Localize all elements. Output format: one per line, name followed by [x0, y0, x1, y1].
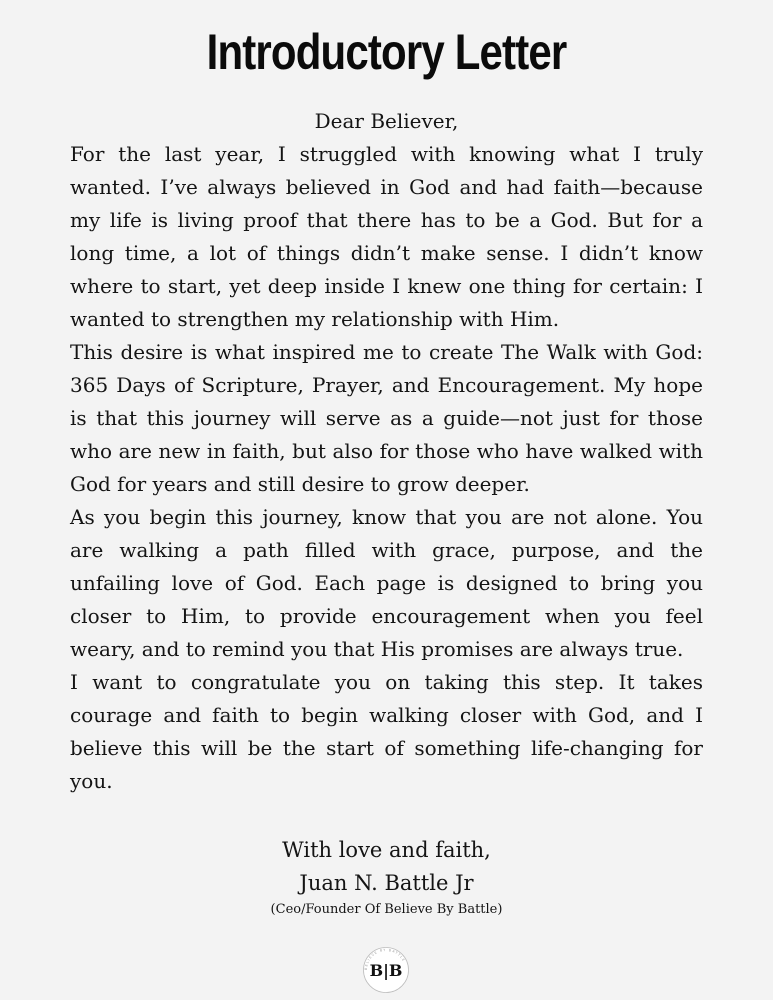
letter-body — [70, 105, 703, 798]
paragraph-4: I want to congratulate you on taking this step. It takes courage and faith to begin walking closer with God, and I believe this will be the start of something life-changing for you. — [70, 670, 703, 793]
logo-ring-text: BELIEVE BY BATTLE — [363, 947, 407, 971]
signature: Juan N. Battle Jr — [299, 871, 474, 895]
brand-logo — [362, 946, 410, 994]
sign-off — [0, 834, 773, 920]
paragraph-3: As you begin this journey, know that you are not alone. You are walking a path filled with grace, purpose, and the unfailing love of God. Each page is designed to bring you closer to Him, to provide encouragement when you feel weary, and to remind you that His promises are always true. — [70, 505, 703, 661]
salutation: Dear Believer, — [314, 109, 459, 133]
signer-role: (Ceo/Founder Of Believe By Battle) — [270, 902, 503, 917]
page-title: Introductory Letter — [206, 24, 567, 80]
paragraph-2: This desire is what inspired me to create The Walk with God: 365 Days of Scripture, Prayer, and Encouragement. My hope is that this journey will serve as a guide—not just for those who are new in faith, but also for those who have walked with God for years and still desire to grow deeper. — [70, 340, 703, 496]
closing-line: With love and faith, — [282, 838, 491, 862]
paragraph-1: For the last year, I struggled with knowing what I truly wanted. I’ve always believed in God and had faith—because my life is living proof that there has to be a God. But for a long time, a lot of things didn’t make sense. I didn’t know where to start, yet deep inside I knew one thing for certain: I wanted to strengthen my relationship with Him. — [70, 142, 703, 331]
logo-letters: B|B — [369, 961, 403, 980]
